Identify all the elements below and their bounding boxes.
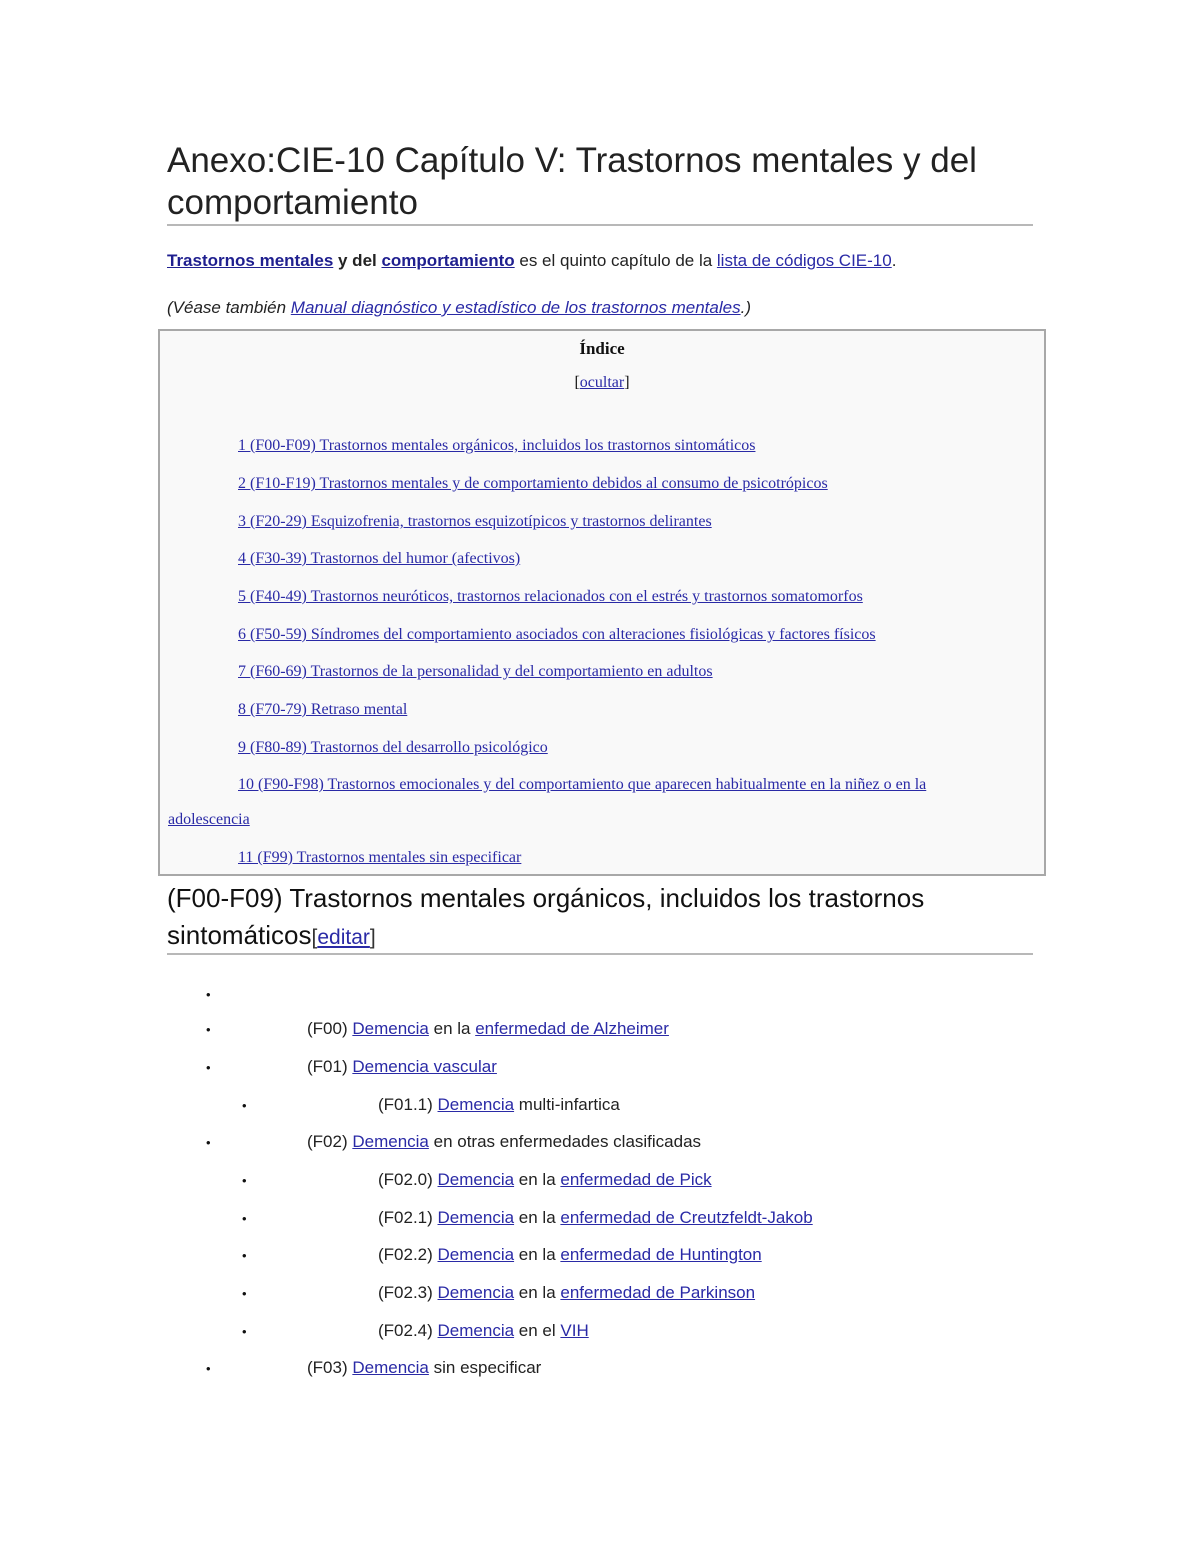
link-demencia[interactable]: Demencia xyxy=(352,1019,429,1038)
text: en la xyxy=(514,1208,561,1227)
link-comportamiento[interactable]: comportamiento xyxy=(381,251,515,270)
link-enfermedad-pick[interactable]: enfermedad de Pick xyxy=(560,1170,712,1189)
toc-item-11[interactable]: 11 (F99) Trastornos mentales sin especificar xyxy=(238,849,522,866)
table-of-contents xyxy=(158,329,1046,876)
intro-end: . xyxy=(891,251,897,270)
code: (F02.3) xyxy=(378,1283,438,1302)
toc-toggle xyxy=(160,374,1044,392)
intro-rest: es el quinto capítulo de la xyxy=(514,251,717,270)
bullet-icon: • xyxy=(206,987,211,1002)
link-demencia[interactable]: Demencia xyxy=(437,1208,515,1227)
text: en la xyxy=(514,1245,561,1264)
toc-item-10[interactable]: 10 (F90-F98) Trastornos emocionales y del comportamiento que aparecen habitualmente en la niñez o en la xyxy=(238,776,927,793)
list-item-f02-4 xyxy=(378,1320,589,1342)
bullet-icon: • xyxy=(242,1324,247,1339)
bullet-icon: • xyxy=(206,1022,211,1037)
code: (F02) xyxy=(307,1132,353,1151)
text: en la xyxy=(428,1019,476,1038)
text: en otras enfermedades clasificadas xyxy=(428,1132,702,1151)
toc-toggle-close: ] xyxy=(624,374,630,391)
list-item-f01 xyxy=(307,1056,497,1078)
list-item-f02-3 xyxy=(378,1282,755,1304)
link-enfermedad-huntington[interactable]: enfermedad de Huntington xyxy=(560,1245,762,1264)
link-demencia-vascular[interactable]: Demencia vascular xyxy=(352,1057,497,1076)
section-divider xyxy=(167,953,1033,955)
list-item-f03 xyxy=(307,1357,541,1379)
toc-item-4[interactable]: 4 (F30-39) Trastornos del humor (afectivos) xyxy=(238,550,521,567)
toc-hide-link[interactable]: ocultar xyxy=(579,374,625,391)
toc-item-3[interactable]: 3 (F20-29) Esquizofrenia, trastornos esquizotípicos y trastornos delirantes xyxy=(238,513,712,530)
intro-paragraph xyxy=(167,249,896,273)
toc-item-8[interactable]: 8 (F70-79) Retraso mental xyxy=(238,701,408,718)
section-edit-close: ] xyxy=(369,926,376,949)
toc-item-9[interactable]: 9 (F80-89) Trastornos del desarrollo psicológico xyxy=(238,739,548,756)
link-enfermedad-parkinson[interactable]: enfermedad de Parkinson xyxy=(560,1283,756,1302)
link-demencia[interactable]: Demencia xyxy=(437,1283,515,1302)
code: (F02.4) xyxy=(378,1321,438,1340)
section-edit-open: [ xyxy=(311,926,318,949)
bullet-icon: • xyxy=(206,1135,211,1150)
list-item-f02-0 xyxy=(378,1169,712,1191)
link-manual-diagnostico[interactable]: Manual diagnóstico y estadístico de los trastornos mentales xyxy=(290,298,741,317)
section-heading xyxy=(167,880,1033,956)
section-edit xyxy=(312,926,376,949)
code: (F01.1) xyxy=(378,1095,438,1114)
toc-title: Índice xyxy=(579,339,625,358)
toc-item-5[interactable]: 5 (F40-49) Trastornos neuróticos, trastornos relacionados con el estrés y trastornos somatomorfos xyxy=(238,588,863,605)
see-also-pre: (Véase también xyxy=(167,298,291,317)
text: en la xyxy=(514,1283,561,1302)
edit-link[interactable]: editar xyxy=(317,926,370,949)
list-item-f02 xyxy=(307,1131,701,1153)
section-heading-text: (F00-F09) Trastornos mentales orgánicos, incluidos los trastornos sintomáticos xyxy=(167,883,925,950)
text: multi-infartica xyxy=(514,1095,620,1114)
title-divider xyxy=(167,224,1033,226)
code: (F02.1) xyxy=(378,1208,438,1227)
link-enfermedad-creutzfeldt-jakob[interactable]: enfermedad de Creutzfeldt-Jakob xyxy=(560,1208,813,1227)
code: (F01) xyxy=(307,1057,353,1076)
toc-toggle-open: [ xyxy=(574,374,580,391)
link-demencia[interactable]: Demencia xyxy=(352,1132,429,1151)
link-enfermedad-alzheimer[interactable]: enfermedad de Alzheimer xyxy=(475,1019,669,1038)
list-item-f02-1 xyxy=(378,1207,813,1229)
link-demencia[interactable]: Demencia xyxy=(437,1170,515,1189)
bullet-icon: • xyxy=(242,1211,247,1226)
toc-item-2[interactable]: 2 (F10-F19) Trastornos mentales y de comportamiento debidos al consumo de psicotrópicos xyxy=(238,475,828,492)
bullet-icon: • xyxy=(242,1286,247,1301)
bullet-icon: • xyxy=(242,1098,247,1113)
see-also-post: .) xyxy=(740,298,751,317)
bullet-icon: • xyxy=(242,1248,247,1263)
list-item-f00 xyxy=(307,1018,669,1040)
list-item-f02-2 xyxy=(378,1244,762,1266)
link-lista-codigos[interactable]: lista de códigos CIE-10 xyxy=(716,251,892,270)
link-trastornos-mentales[interactable]: Trastornos mentales xyxy=(167,251,334,270)
code: (F03) xyxy=(307,1358,353,1377)
link-demencia[interactable]: Demencia xyxy=(437,1245,515,1264)
text: en la xyxy=(514,1170,561,1189)
see-also-note xyxy=(167,296,751,320)
link-demencia[interactable]: Demencia xyxy=(352,1358,429,1377)
toc-item-10-continued[interactable]: adolescencia xyxy=(168,811,250,828)
toc-item-1[interactable]: 1 (F00-F09) Trastornos mentales orgánicos, incluidos los trastornos sintomáticos xyxy=(238,437,756,454)
toc-item-7[interactable]: 7 (F60-69) Trastornos de la personalidad y del comportamiento en adultos xyxy=(238,663,713,680)
bullet-icon: • xyxy=(206,1361,211,1376)
link-vih[interactable]: VIH xyxy=(560,1321,589,1340)
bullet-icon: • xyxy=(206,1060,211,1075)
list-item-f01-1 xyxy=(378,1094,620,1116)
code: (F00) xyxy=(307,1019,353,1038)
text: en el xyxy=(514,1321,561,1340)
code: (F02.0) xyxy=(378,1170,438,1189)
code: (F02.2) xyxy=(378,1245,438,1264)
page-title: Anexo:CIE-10 Capítulo V: Trastornos mentales y del comportamiento xyxy=(167,141,977,222)
text: sin especificar xyxy=(428,1358,542,1377)
link-demencia[interactable]: Demencia xyxy=(437,1095,515,1114)
toc-item-6[interactable]: 6 (F50-59) Síndromes del comportamiento asociados con alteraciones fisiológicas y factores físicos xyxy=(238,626,876,643)
link-demencia[interactable]: Demencia xyxy=(437,1321,515,1340)
bullet-icon: • xyxy=(242,1173,247,1188)
intro-mid: y del xyxy=(333,251,382,270)
